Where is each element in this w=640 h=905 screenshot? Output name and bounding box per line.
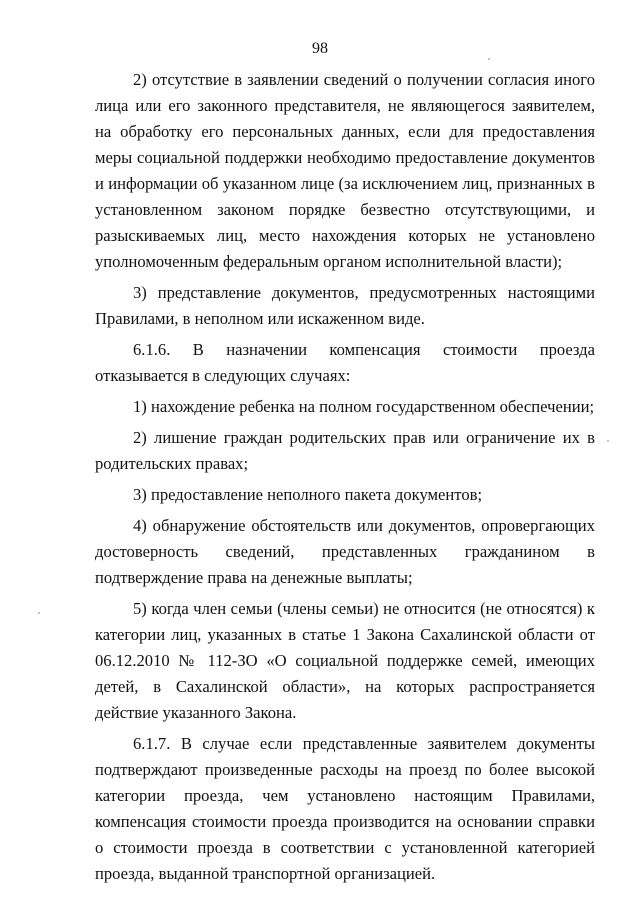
- scan-artifact-dot: [38, 612, 40, 614]
- list-item-case-2: 2) лишение граждан родительских прав или ограничение их в родительских правах;: [95, 428, 595, 473]
- document-body: [95, 67, 595, 892]
- scan-artifact-dot: [488, 58, 490, 60]
- scan-artifact-dot: [607, 440, 609, 442]
- paragraph-refusal-reason-3: 3) представление документов, предусмотренных настоящими Правилами, в неполном или искаженном виде.: [95, 283, 595, 328]
- page-number: 98: [312, 40, 328, 57]
- paragraph-refusal-reason-2: 2) отсутствие в заявлении сведений о получении согласия иного лица или его законного представителя, не являющегося заявителем, на обработку его персональных данных, если для предоставления меры социальной поддержки необходимо предоставление документов и информации об указанном лице (за исключением лиц, признанных в установленном законом порядке безвестно отсутствующими, и разыскиваемых лиц, место нахождения которых не установлено уполномоченным федеральным органом исполнительной власти);: [95, 70, 595, 271]
- list-item-case-5: 5) когда член семьи (члены семьи) не относится (не относятся) к категории лиц, указанных в статье 1 Закона Сахалинской области от 06.12.2010 № 112-ЗО «О социальной поддержке семей, имеющих детей, в Сахалинской области», на которых распространяется действие указанного Закона.: [95, 599, 595, 722]
- paragraph-6-1-6-heading: 6.1.6. В назначении компенсация стоимости проезда отказывается в следующих случаях:: [95, 340, 595, 385]
- list-item-case-3: 3) предоставление неполного пакета документов;: [133, 485, 483, 504]
- list-item-case-1: 1) нахождение ребенка на полном государственном обеспечении;: [133, 397, 595, 416]
- paragraph-6-1-7: 6.1.7. В случае если представленные заявителем документы подтверждают произведенные расходы на проезд по более высокой категории проезда, чем установлено настоящим Правилами, компенсация стоимости проезда производится на основании справки о стоимости проезда в соответствии с установленной категорией проезда, выданной транспортной организацией.: [95, 734, 595, 883]
- list-item-case-4: 4) обнаружение обстоятельств или документов, опровергающих достоверность сведений, представленных гражданином в подтверждение права на денежные выплаты;: [95, 516, 595, 587]
